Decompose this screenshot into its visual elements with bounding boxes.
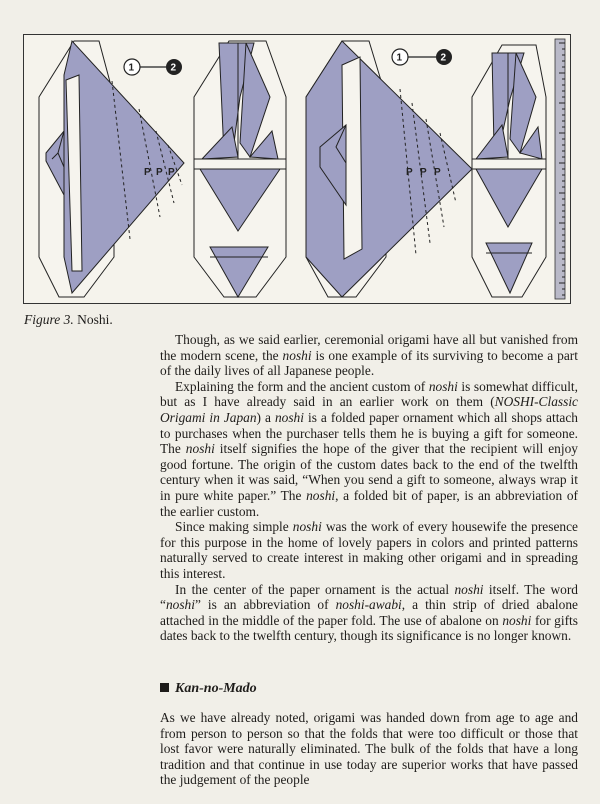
p-mark: P <box>156 167 163 178</box>
noshi-figure <box>23 34 571 304</box>
section-heading <box>160 681 257 697</box>
noshi-step-2-left <box>194 41 286 297</box>
figure-caption <box>24 312 113 328</box>
p-mark: P <box>168 167 175 178</box>
paragraph: Since making simple noshi was the work of every housewife the presence for this purpose in the home of lovely papers in colors and printed patterns naturally served to create interest in making other origami and in spreading this interest. <box>160 519 578 581</box>
heading-square-icon <box>160 683 169 692</box>
noshi-diagram <box>24 35 570 303</box>
caption-label: Figure 3. <box>24 312 74 327</box>
section-body <box>160 710 578 788</box>
paragraph: Explaining the form and the ancient custom of noshi is somewhat difficult, but as I have already said in an earlier work on them (NOSHI-Classic Origami in Japan) a noshi is a folded paper ornament which all shops attach to purchases when the purchaser tells them he is buying a gift for someone. The noshi itself signifies the hope of the giver that the recipient will enjoy good fortune. The origin of the custom dates back to the end of the twelfth century when it was said, “When you send a gift to someone, always wrap it in pure white paper.” The noshi, a folded bit of paper, is an abbreviation of the earlier custom. <box>160 378 579 519</box>
step-1-label: 1 <box>396 52 403 64</box>
section-heading-text: Kan-no-Mado <box>175 681 257 696</box>
p-mark: P <box>420 167 427 178</box>
step-1-label: 1 <box>128 62 135 74</box>
step-indicator-left <box>124 59 182 75</box>
noshi-step-2-right <box>472 45 546 297</box>
noshi-step-1-right <box>306 41 472 297</box>
paragraph: Though, as we said earlier, ceremonial origami have all but vanished from the modern scene, the noshi is one example of its surviving to become a part of the daily lives of all Japanese people. <box>160 332 578 379</box>
caption-text: Noshi. <box>77 312 113 327</box>
p-mark: P <box>406 167 413 178</box>
section-paragraph: As we have already noted, origami was handed down from age to age and from person to person so that the folds that were too difficult or those that lost favor were naturally eliminated. The bulk of the folds that have a long tradition and that continue in use today are superior works that have passed the judgement of the people <box>160 710 578 788</box>
step-indicator-right <box>392 49 452 65</box>
body-text <box>160 332 578 644</box>
p-mark: P <box>434 167 441 178</box>
step-2-label: 2 <box>170 62 177 74</box>
p-mark: P <box>144 167 151 178</box>
ruler <box>555 39 565 299</box>
paragraph: In the center of the paper ornament is the actual noshi itself. The word “noshi” is an abbreviation of noshi-awabi, a thin strip of dried abalone attached in the middle of the paper fold. The use of abalone on noshi for gifts dates back to the twelfth century, though its significance is no longer known. <box>160 581 578 644</box>
noshi-step-1-left <box>39 41 184 297</box>
step-2-label: 2 <box>440 52 447 64</box>
